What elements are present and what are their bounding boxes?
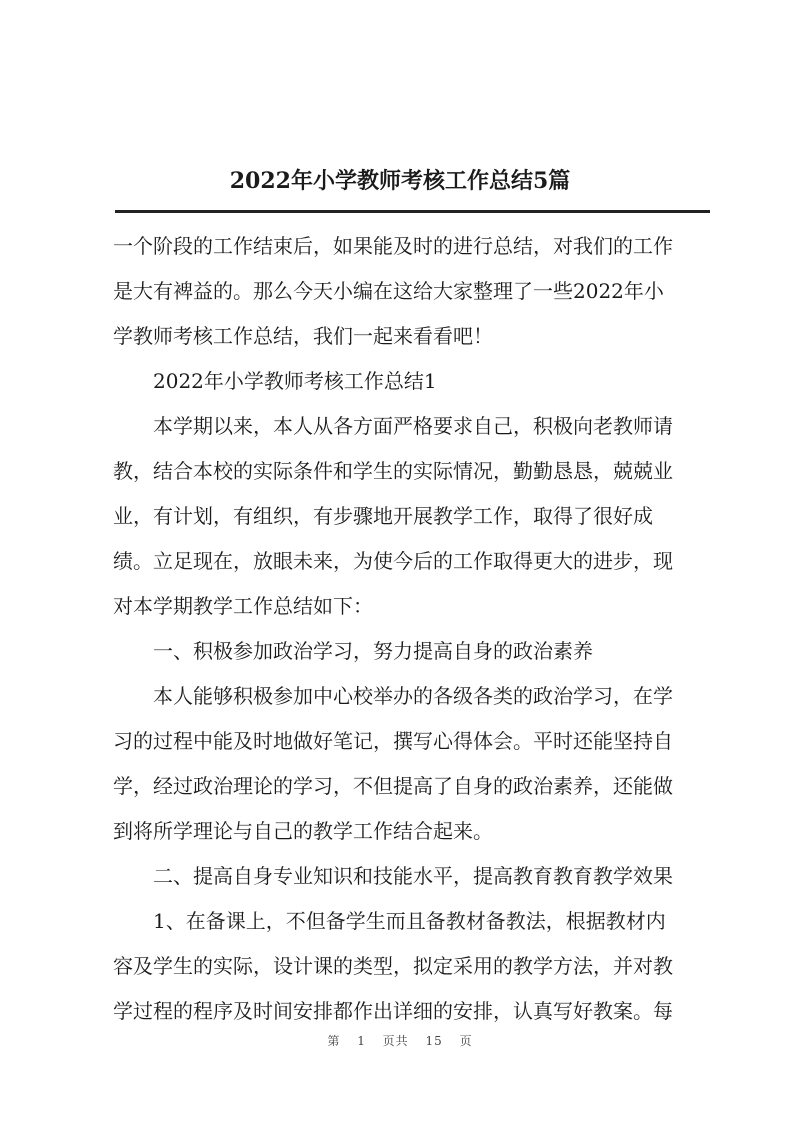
footer-label-ye-gong: 页共: [382, 1034, 409, 1048]
paragraph-line: 本人能够积极参加中心校举办的各级各类的政治学习，在学: [153, 684, 673, 708]
paragraph-line: 学教师考核工作总结，我们一起来看看吧！: [113, 324, 493, 348]
footer-current-page: 1: [357, 1034, 366, 1048]
paragraph-line: 绩。立足现在，放眼未来，为使今后的工作取得更大的进步，现: [113, 549, 673, 573]
paragraph-line: 学过程的程序及时间安排都作出详细的安排，认真写好教案。每: [113, 999, 673, 1023]
title-divider: [115, 210, 710, 213]
paragraph-line: 容及学生的实际，设计课的类型，拟定采用的教学方法，并对教: [113, 954, 673, 978]
footer-label-di: 第: [327, 1034, 341, 1048]
section-heading: 2022年小学教师考核工作总结1: [153, 369, 437, 393]
paragraph-line: 教，结合本校的实际条件和学生的实际情况，勤勤恳恳，兢兢业: [113, 459, 673, 483]
paragraph-line: 学，经过政治理论的学习，不但提高了自身的政治素养，还能做: [113, 774, 673, 798]
section-heading: 一、积极参加政治学习，努力提高自身的政治素养: [153, 639, 593, 663]
footer-total-pages: 15: [425, 1034, 443, 1048]
section-heading: 二、提高自身专业知识和技能水平，提高教育教育教学效果: [153, 864, 673, 888]
paragraph-line: 一个阶段的工作结束后，如果能及时的进行总结，对我们的工作: [113, 234, 673, 258]
paragraph-line: 是大有裨益的。那么今天小编在这给大家整理了一些2022年小: [113, 279, 664, 303]
paragraph-line: 本学期以来，本人从各方面严格要求自己，积极向老教师请: [153, 414, 673, 438]
footer-label-ye: 页: [459, 1034, 473, 1048]
paragraph-line: 到将所学理论与自己的教学工作结合起来。: [113, 819, 493, 843]
document-body: [113, 224, 713, 1034]
paragraph-line: 习的过程中能及时地做好笔记，撰写心得体会。平时还能坚持自: [113, 729, 673, 753]
paragraph-line: 对本学期教学工作总结如下：: [113, 594, 373, 618]
paragraph-line: 业，有计划，有组织，有步骤地开展教学工作，取得了很好成: [113, 504, 653, 528]
page-footer: [0, 1032, 800, 1049]
document-title: 2022年小学教师考核工作总结5篇: [229, 168, 571, 194]
paragraph-line: 1、在备课上，不但备学生而且备教材备教法，根据教材内: [153, 909, 666, 933]
